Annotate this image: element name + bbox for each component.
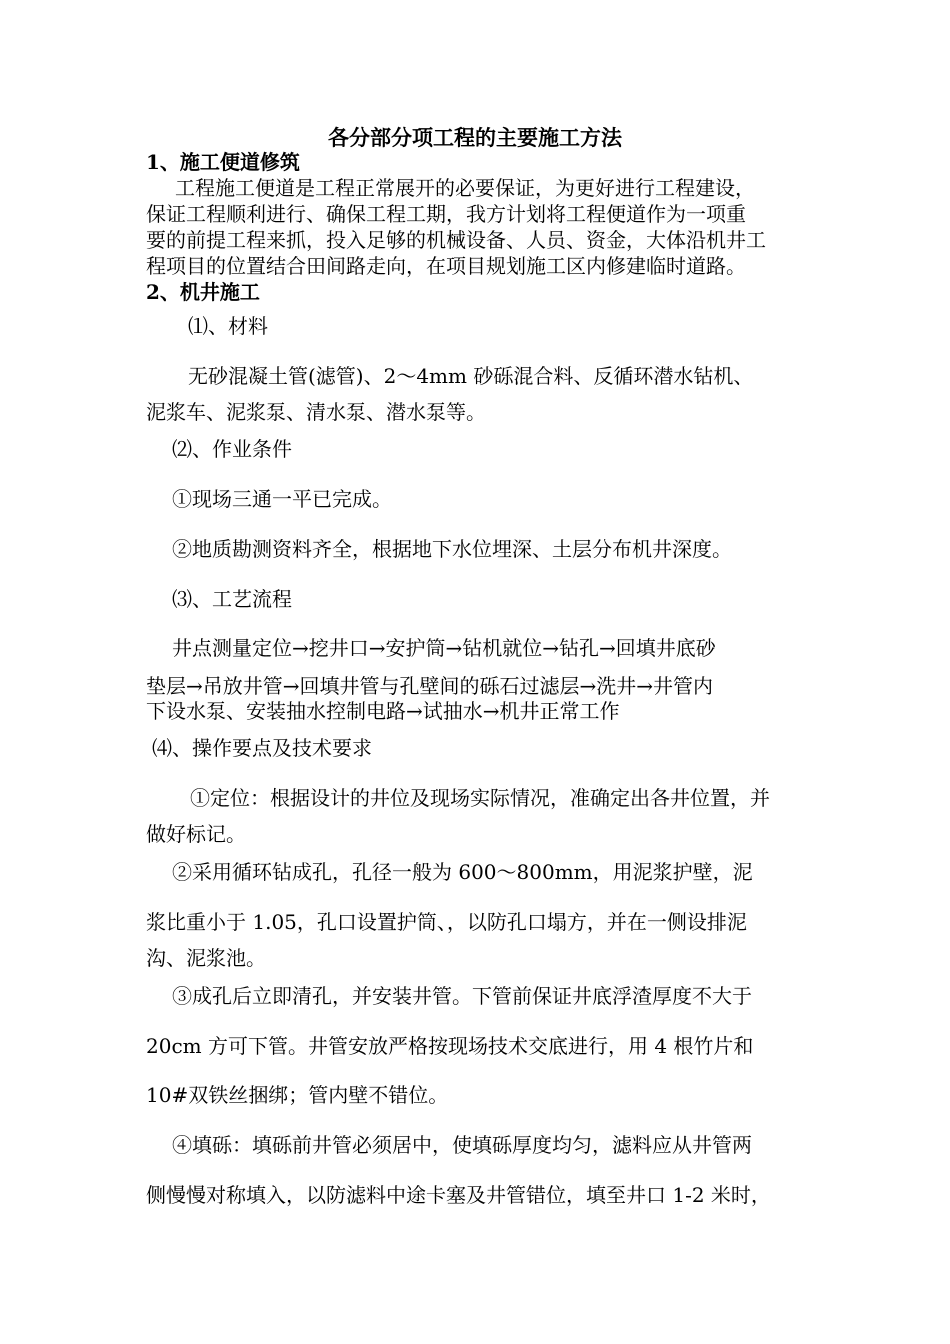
document-title: 各分部分项工程的主要施工方法 <box>328 125 622 150</box>
subsection-3-title: ⑶、工艺流程 <box>172 587 292 611</box>
section-1-line-2: 保证工程顺利进行、确保工程工期，我方计划将工程便道作为一项重 <box>146 202 746 226</box>
process-line-1: 井点测量定位→挖井口→安护筒→钻机就位→钻孔→回填井底砂 <box>172 636 716 660</box>
section-1-line-3: 要的前提工程来抓，投入足够的机械设备、人员、资金，大体沿机井工 <box>146 228 766 252</box>
section-1-heading: 1、施工便道修筑 <box>146 150 300 174</box>
requirement-line-3: ②采用循环钻成孔，孔径一般为 600～800mm，用泥浆护壁，泥 <box>172 860 753 884</box>
requirement-line-1: ①定位：根据设计的井位及现场实际情况，准确定出各井位置，并 <box>190 786 770 810</box>
section-1-line-1: 工程施工便道是工程正常展开的必要保证，为更好进行工程建设， <box>175 176 755 200</box>
requirement-line-4: 浆比重小于 1.05，孔口设置护筒、，以防孔口塌方，并在一侧设排泥 <box>146 910 747 934</box>
condition-item-2: ②地质勘测资料齐全，根据地下水位埋深、土层分布机井深度。 <box>172 537 732 561</box>
requirement-line-6: ③成孔后立即清孔，并安装井管。下管前保证井底浮渣厚度不大于 <box>172 984 752 1008</box>
subsection-4-title: ⑷、操作要点及技术要求 <box>152 736 372 760</box>
process-line-2: 垫层→吊放井管→回填井管与孔壁间的砾石过滤层→洗井→井管内 <box>146 674 714 698</box>
subsection-1-title: ⑴、材料 <box>188 314 268 338</box>
section-1-line-4: 程项目的位置结合田间路走向，在项目规划施工区内修建临时道路。 <box>146 254 746 278</box>
requirement-line-10: 侧慢慢对称填入，以防滤料中途卡塞及井管错位，填至井口 1-2 米时， <box>146 1183 771 1207</box>
requirement-line-9: ④填砾：填砾前井管必须居中，使填砾厚度均匀，滤料应从井管两 <box>172 1133 752 1157</box>
subsection-2-title: ⑵、作业条件 <box>172 437 292 461</box>
requirement-line-5: 沟、泥浆池。 <box>146 946 266 970</box>
materials-line-1: 无砂混凝土管(滤管)、2～4mm 砂砾混合料、反循环潜水钻机、 <box>188 364 754 388</box>
materials-line-2: 泥浆车、泥浆泵、清水泵、潜水泵等。 <box>146 400 486 424</box>
process-line-3: 下设水泵、安装抽水控制电路→试抽水→机井正常工作 <box>146 699 620 723</box>
section-2-heading: 2、机井施工 <box>146 280 260 304</box>
requirement-line-2: 做好标记。 <box>146 822 246 846</box>
requirement-line-7: 20cm 方可下管。井管安放严格按现场技术交底进行，用 4 根竹片和 <box>146 1034 754 1058</box>
requirement-line-8: 10#双铁丝捆绑；管内壁不错位。 <box>146 1083 449 1107</box>
condition-item-1: ①现场三通一平已完成。 <box>172 487 392 511</box>
